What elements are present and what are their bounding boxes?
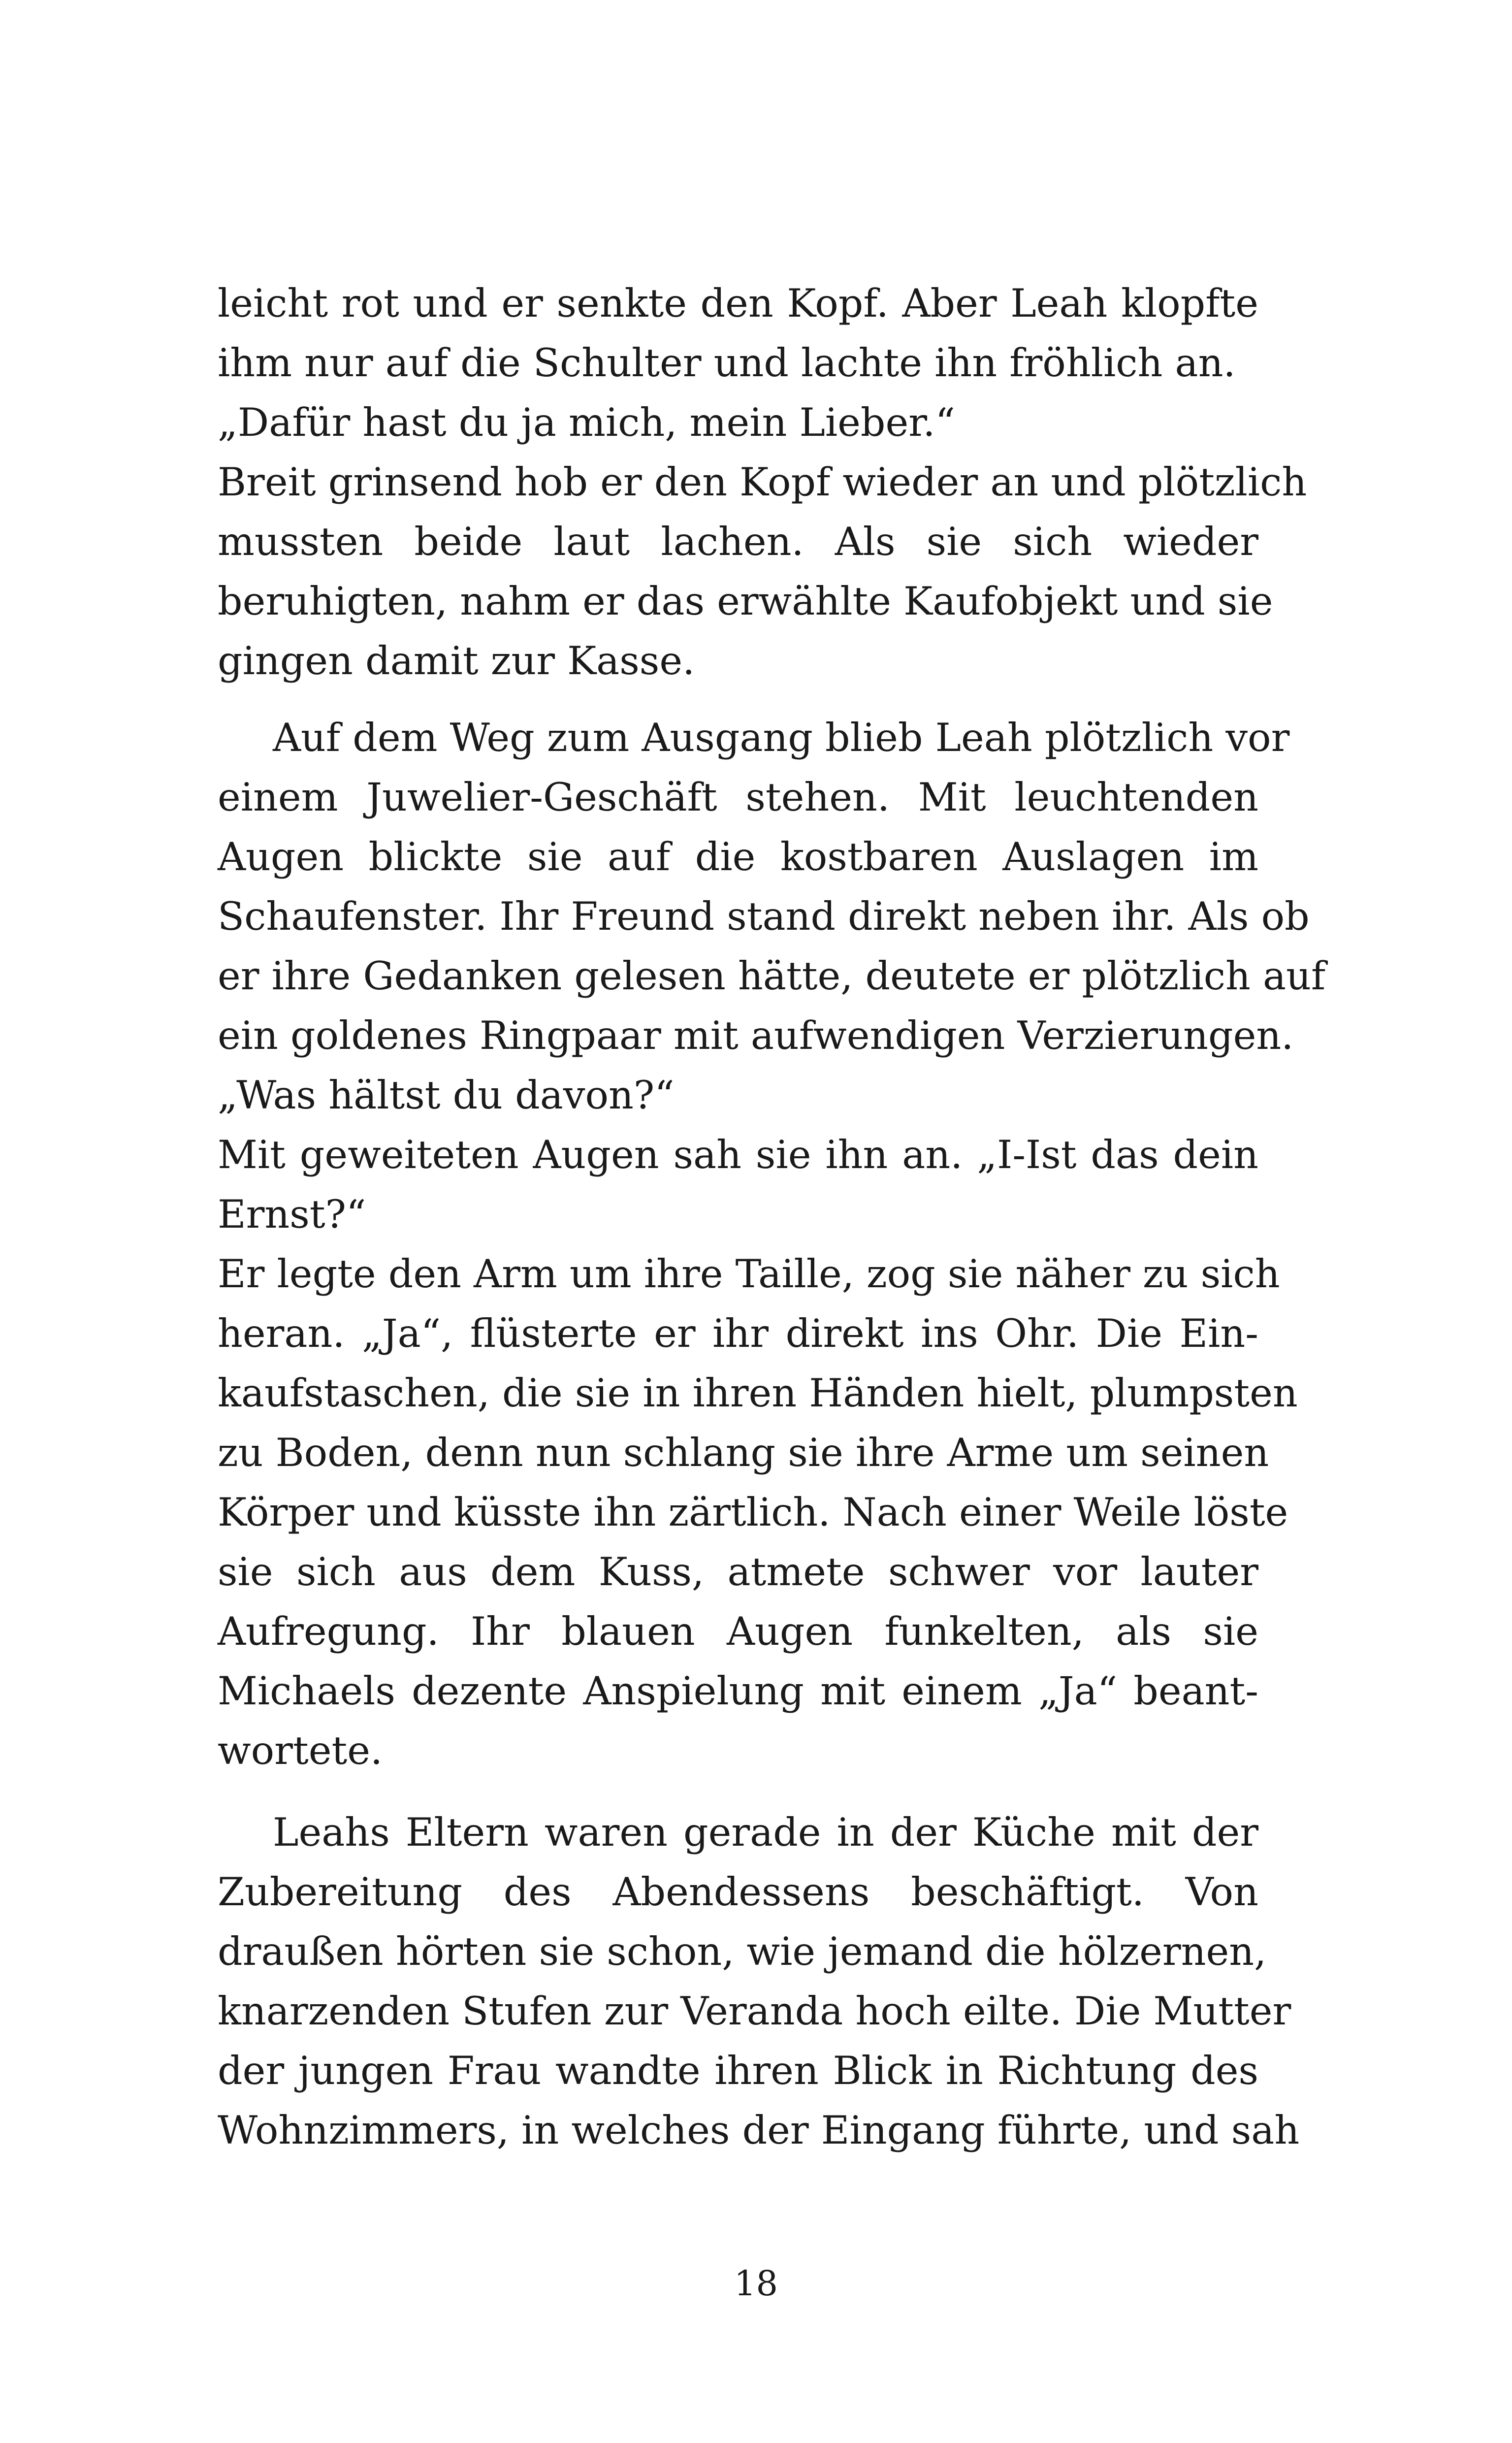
text-line: Auf dem Weg zum Ausgang blieb Leah plötzlich vor [273,715,1290,760]
text-line: der jungen Frau wandte ihren Blick in Richtung des [218,2048,1258,2093]
text-line: ein goldenes Ringpaar mit aufwendigen Verzierungen. [218,1013,1294,1058]
text-line: draußen hörten sie schon, wie jemand die hölzernen, [218,1929,1267,1974]
text-line: Mit geweiteten Augen sah sie ihn an. „I-Ist das dein [218,1132,1258,1177]
text-line: beruhigten, nahm er das erwählte Kaufobjekt und sie [218,579,1273,624]
text-line: Leahs Eltern waren gerade in der Küche mit der [273,1810,1258,1855]
page-number: 18 [734,2263,778,2304]
text-line: leicht rot und er senkte den Kopf. Aber Leah klopfte [218,281,1258,326]
text-line: kaufstaschen, die sie in ihren Händen hielt, plumpsten [218,1370,1298,1416]
paragraph-1 [218,274,1307,691]
text-line: Augen blickte sie auf die kostbaren Auslagen im [218,834,1258,879]
text-line: Zubereitung des Abendessens beschäftigt. Von [218,1869,1258,1915]
paragraph-3 [218,1803,1300,2160]
text-line: knarzenden Stufen zur Veranda hoch eilte. Die Mutter [218,1988,1291,2034]
text-line: ihm nur auf die Schulter und lachte ihn fröhlich an. [218,340,1236,386]
text-line: Wohnzimmers, in welches der Eingang führte, und sah [218,2108,1300,2153]
text-line: wortete. [218,1728,383,1773]
text-line: einem Juwelier-Geschäft stehen. Mit leuchtenden [218,775,1258,820]
text-line: Michaels dezente Anspielung mit einem „Ja“ beant- [218,1668,1258,1714]
text-line: Er legte den Arm um ihre Taille, zog sie näher zu sich [218,1251,1280,1297]
text-line: mussten beide laut lachen. Als sie sich wieder [218,519,1258,564]
text-line: Schaufenster. Ihr Freund stand direkt neben ihr. Als ob [218,894,1310,939]
text-line: gingen damit zur Kasse. [218,638,695,684]
text-line: zu Boden, denn nun schlang sie ihre Arme um seinen [218,1430,1269,1475]
text-line: „Dafür hast du ja mich, mein Lieber.“ [218,400,955,445]
text-line: Breit grinsend hob er den Kopf wieder an und plötzlich [218,459,1307,505]
text-line: Ernst?“ [218,1192,366,1237]
text-line: Aufregung. Ihr blauen Augen funkelten, als sie [218,1609,1258,1654]
text-line: sie sich aus dem Kuss, atmete schwer vor lauter [218,1549,1258,1595]
paragraph-2 [218,708,1326,1781]
text-line: Körper und küsste ihn zärtlich. Nach einer Weile löste [218,1490,1288,1535]
text-line: heran. „Ja“, flüsterte er ihr direkt ins Ohr. Die Ein- [218,1311,1258,1356]
text-line: er ihre Gedanken gelesen hätte, deutete er plötzlich auf [218,953,1326,999]
text-line: „Was hältst du davon?“ [218,1073,675,1118]
